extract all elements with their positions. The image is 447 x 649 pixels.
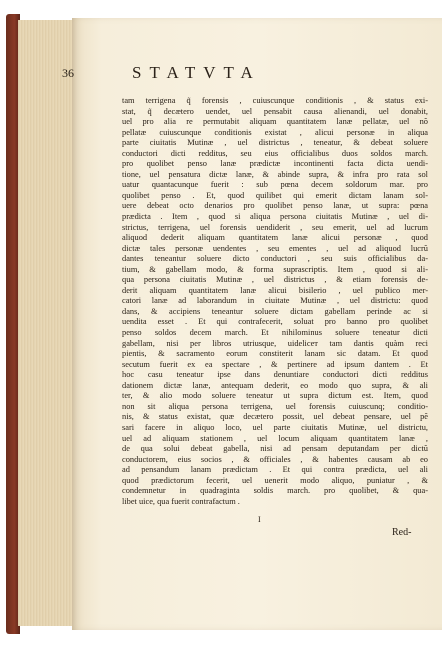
- page-header: [62, 63, 392, 86]
- text-line: uere debeat octo denarios pro quolibet penso lanæ, ut supra: pœna: [122, 201, 428, 211]
- text-line: libet uice, qua fuerit contrafactum .: [122, 496, 240, 506]
- text-line: de qua solui debeat gabella, nisi ad pensam deputandam per dictũ: [122, 444, 428, 454]
- text-line: condemnetur in quadraginta soldis march. pro quolibet, & qua-: [122, 486, 428, 496]
- text-line: non sit aliqua persona terrigena, uel forensis cuiuscunq; conditio-: [122, 401, 428, 411]
- text-line: strictus, terrigena, uel forensis uendiderit , seu emerit, uel ad lucrum: [122, 222, 428, 232]
- text-line: gabellam, nisi per libros utriusque, uideliceт tam dantis quàm reci: [122, 338, 428, 348]
- signature-mark: I: [258, 515, 261, 524]
- text-line: catori lanæ ad laborandum in ciuitate Mutinæ , uel districtu: quod: [122, 296, 428, 306]
- text-line: derit aliquam quantitatem lanæ alicui bisilerio , uel publico mer-: [122, 285, 428, 295]
- text-line: pro quolibet penso lanæ prædictæ incontinenti facta dicta uendi-: [122, 159, 428, 169]
- text-line: quod prædictorum fecerit, uel uenerit modo aliquo, puniatur , &: [122, 475, 428, 485]
- text-line: dantes teneantur soluere dicto conductori , seu suis officialibus da-: [122, 254, 428, 264]
- text-line: uendita esset . Et qui contrafecerit, soluat pro banno pro quolibet: [122, 317, 428, 327]
- page-number: 36: [62, 66, 74, 80]
- page-edges: [18, 20, 75, 626]
- text-line: pientis, & sacramento eorum constiterit lanam sic datam. Et quod: [122, 349, 428, 359]
- body-text: [122, 96, 428, 507]
- text-line: aliquod dederit aliquam quantitatem lanæ alicui personæ , quod: [122, 233, 428, 243]
- text-line: dictæ tales personæ uendentes , seu ementes , uel ad aliquod lucrũ: [122, 243, 428, 253]
- text-line: prædicta . Item , quod si aliqua persona ciuitatis Mutinæ , uel di-: [122, 212, 428, 222]
- text-line: dans, & accipiens teneantur soluere dictam gabellam perinde ac si: [122, 306, 428, 316]
- catchword: Red-: [392, 527, 412, 538]
- text-line: secutum fuerit ex ea spectare , & pertinere ad ipsum dantem . Et: [122, 359, 428, 369]
- text-line: uel ad aliquam stationem , uel locum aliquam quantitatem lanæ ,: [122, 433, 428, 443]
- text-line: ter, & alio modo soluere teneatur ut supra dictum est. Item, quod: [122, 391, 428, 401]
- text-line: conductori dicti redditus, seu eius officialibus duos soldos march.: [122, 148, 428, 158]
- text-line: uatur quantacunque fuerit : sub pœna decem soldorum mar. pro: [122, 180, 428, 190]
- text-line: quolibet penso . Et, quod quilibet qui emerit dictam lanam sol-: [122, 190, 428, 200]
- text-line: stat, q̃ decætero uendet, uel pensabit causa alienandi, uel donabit,: [122, 106, 428, 116]
- text-line: penso soldos decem march. Et nihilominus soluere teneatur dicti: [122, 328, 428, 338]
- text-line: tium, & gabellam modo, & forma suprascriptis. Item , quod si ali-: [122, 264, 428, 274]
- text-line: hoc casu teneatur ipse dans denuntiare conductori dicti redditus: [122, 370, 428, 380]
- text-line: qua persona ciuitatis Mutinæ , uel districtus , & etiam forensis de-: [122, 275, 428, 285]
- text-line: dationem dictæ lanæ, antequam dederit, eo modo quo supra, & ali: [122, 380, 428, 390]
- text-line: ad pensandum lanam prædictam . Et qui contra prædicta, uel ali: [122, 465, 428, 475]
- text-line: uel pro alia re permutabit aliquam quantitatem lanæ pellatæ, uel nõ: [122, 117, 428, 127]
- text-line: nis, & status existat, quæ decætero possit, uel debeat pensare, uel pẽ: [122, 412, 428, 422]
- text-line: conductorem, eius socios , & officiales , & habentes causam ab eo: [122, 454, 428, 464]
- running-title: STATVTA: [132, 63, 261, 82]
- text-line: tam terrigena q̃ forensis , cuiuscunque conditionis , & status exi-: [122, 96, 428, 105]
- text-line: pellatæ cuiuscunque conditionis existat , alicui personæ in aliqua: [122, 127, 428, 137]
- text-line: tione, uel pensatura dictæ lanæ, & abinde supra, & infra pro rata sol: [122, 169, 428, 179]
- text-line: parte ciuitatis Mutinæ , uel districtus , teneatur, & debeat soluere: [122, 138, 428, 148]
- text-line: sari facere in aliquo loco, uel parte ciuitatis Mutinæ, uel districtu,: [122, 422, 428, 432]
